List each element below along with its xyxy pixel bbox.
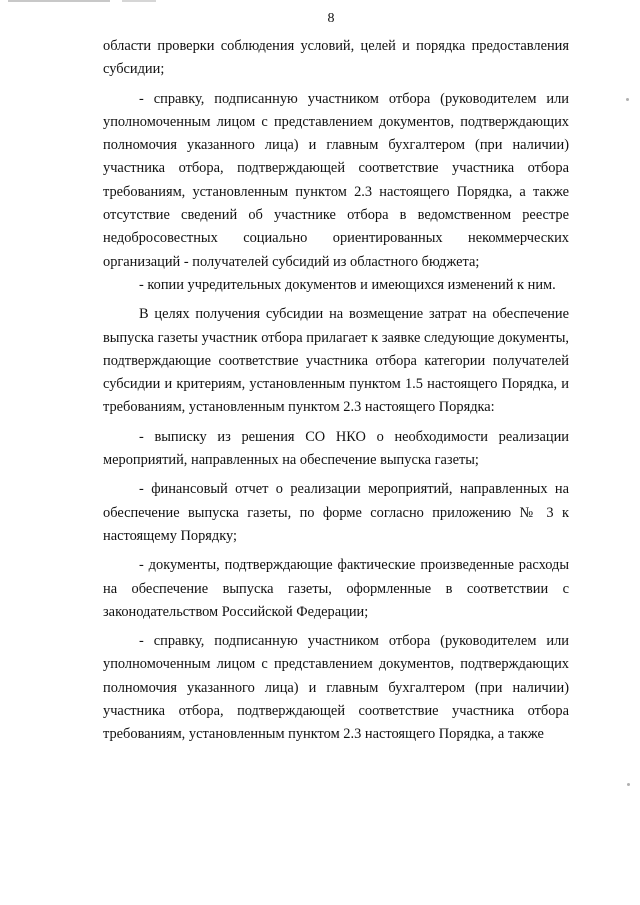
list-item-founding-documents: - копии учредительных документов и имеющихся изменений к ним. xyxy=(139,276,556,293)
paragraph-continuation: области проверки соблюдения условий, целей и порядка предоставления субсидии; xyxy=(103,38,569,78)
list-item-certificate: - справку, подписанную участником отбора (руководителем или уполномоченным лицом с представлением документов, подтверждающих полномочия указанного лица) и главным бухгалтером (при наличии) участника отбора, подтверждающей соответствие участника отбора требованиям, установленным пунктом 2.3 настоящего Порядка, а также отсутствие сведений об участнике отбора в ведомственном реестре недобросовестных социально ориентированных некоммерческих организаций - получателей субсидий из областного бюджета; xyxy=(103,90,569,270)
paragraph-newspaper-subsidy: В целях получения субсидии на возмещение затрат на обеспечение выпуска газеты участник отбора прилагает к заявке следующие документы, подтверждающие соответствие участника отбора категории получателей субсидии и критериям, установленным пунктом 1.5 настоящего Порядка, и требованиям, установленным пунктом 2.3 настоящего Порядка: xyxy=(103,306,569,416)
list-item-financial-report: - финансовый отчет о реализации мероприятий, направленных на обеспечение выпуска газеты, по форме согласно приложению № 3 к настоящему Порядку; xyxy=(103,481,569,544)
page-number: 8 xyxy=(327,11,335,26)
scan-artifact-dot xyxy=(626,98,629,101)
list-item-expense-documents: - документы, подтверждающие фактические произведенные расходы на обеспечение выпуска газеты, оформленные в соответствии с законодательством Российской Федерации; xyxy=(103,557,569,620)
document-body xyxy=(103,35,569,747)
scan-artifact-dot xyxy=(627,783,630,786)
list-item-decision-extract: - выписку из решения СО НКО о необходимости реализации мероприятий, направленных на обеспечение выпуска газеты; xyxy=(103,428,569,469)
scan-artifact-line xyxy=(122,0,156,2)
list-item-certificate-repeat: - справку, подписанную участником отбора (руководителем или уполномоченным лицом с представлением документов, подтверждающих полномочия указанного лица) и главным бухгалтером (при наличии) участника отбора, подтверждающей соответствие участника отбора требованиям, установленным пунктом 2.3 настоящего Порядка, а также xyxy=(103,633,569,743)
scan-artifact-line xyxy=(8,0,110,2)
